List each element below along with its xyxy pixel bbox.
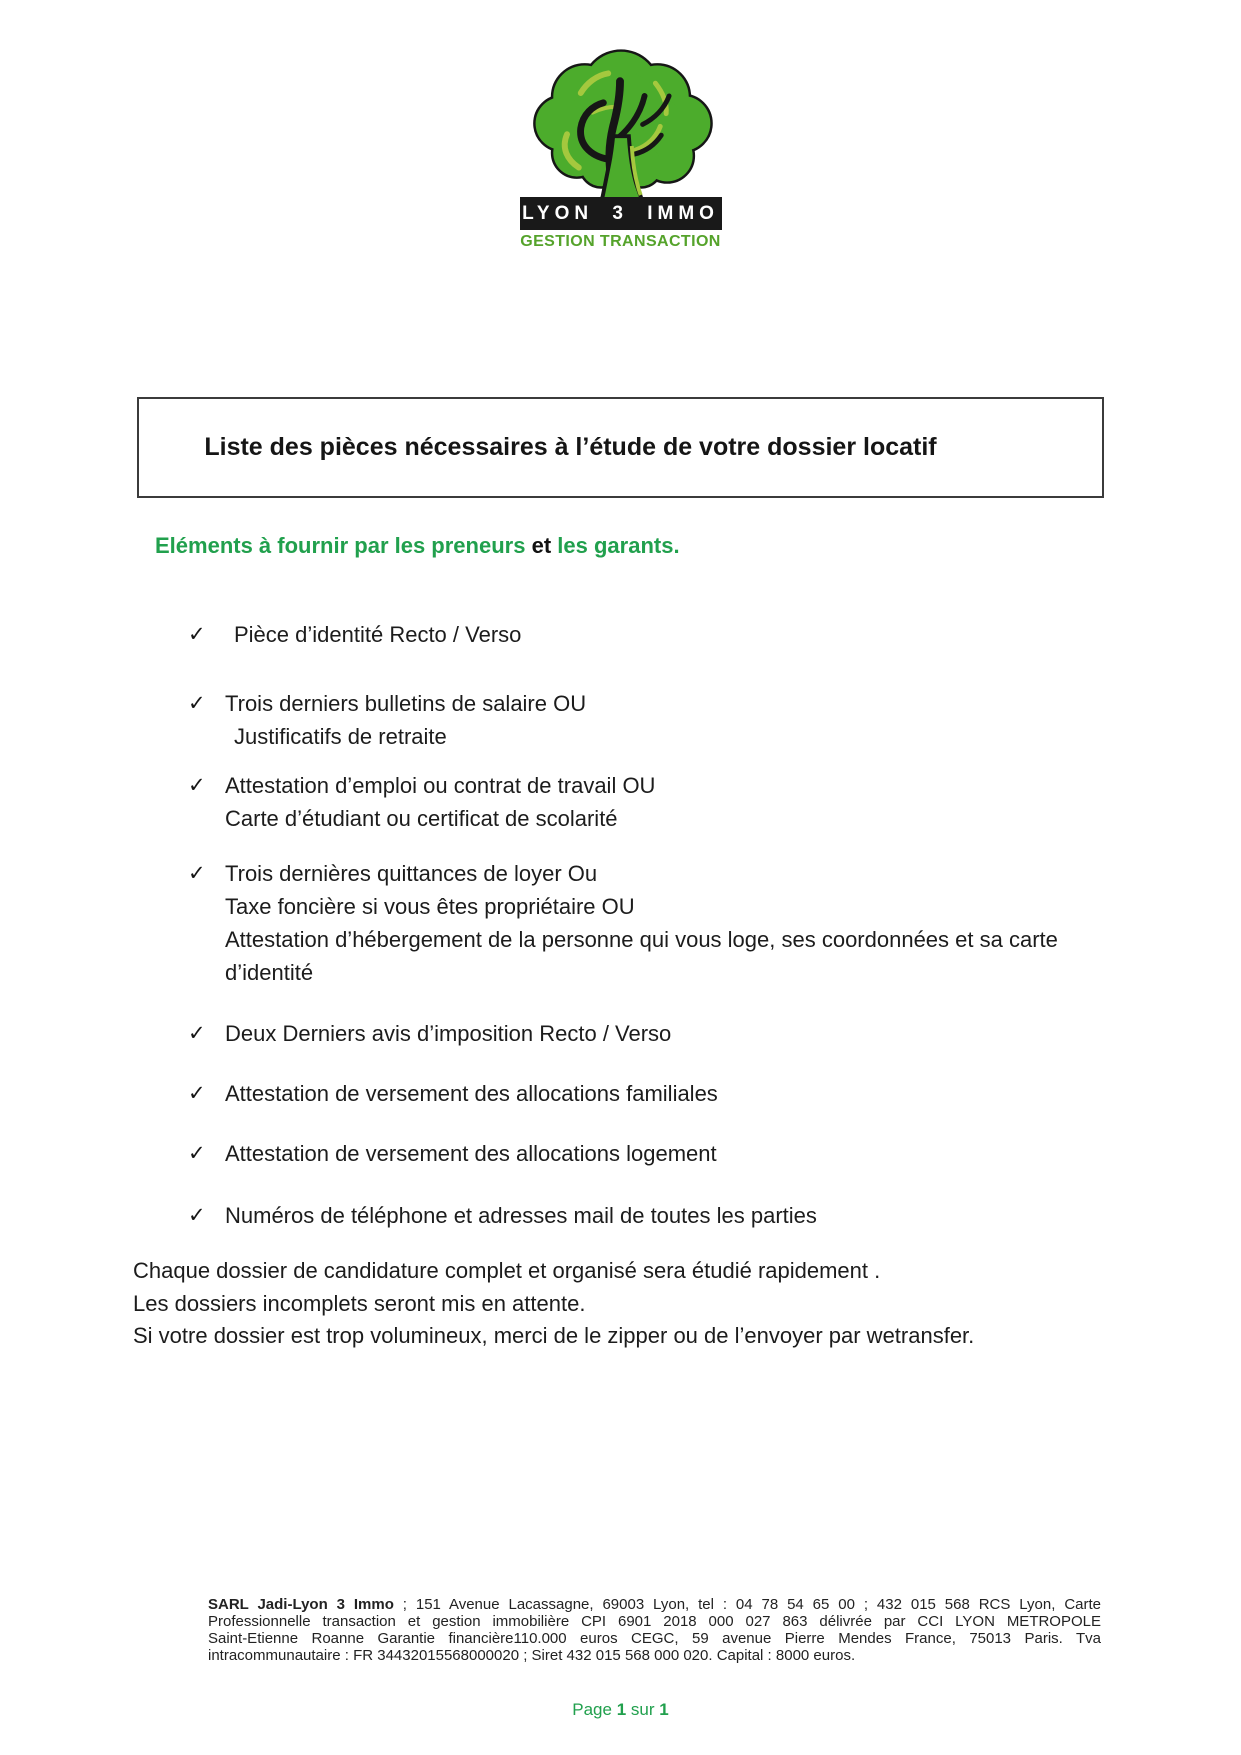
footer-line-1-rest: ; 151 Avenue Lacassagne, 69003 Lyon, tel : 04 78 54 65 00 ; 432 015 568 RCS Lyon, Carte <box>393 1596 1101 1613</box>
notes <box>133 1255 1173 1353</box>
page-total: 1 <box>659 1700 669 1719</box>
note-line: Si votre dossier est trop volumineux, merci de le zipper ou de l’envoyer par wetransfer. <box>133 1323 975 1348</box>
tree-icon <box>496 40 746 200</box>
checkmark-icon: ✓ <box>188 1082 206 1105</box>
document-title: Liste des pièces nécessaires à l’étude de votre dossier locatif <box>204 433 937 461</box>
note-line: Chaque dossier de candidature complet et organisé sera étudié rapidement . <box>133 1258 881 1283</box>
title-box <box>137 397 1104 498</box>
footer-company-name: SARL Jadi-Lyon 3 Immo <box>208 1596 394 1613</box>
checklist-item <box>188 618 1148 651</box>
page-label: Page <box>572 1700 612 1719</box>
item-text: Taxe foncière si vous êtes propriétaire OU <box>225 894 635 919</box>
legal-footer <box>208 1596 1101 1664</box>
checklist-item <box>188 857 1148 989</box>
item-text: Justificatifs de retraite <box>234 724 447 749</box>
checkmark-icon: ✓ <box>188 623 206 646</box>
checkmark-icon: ✓ <box>188 692 206 715</box>
page-separator: sur <box>630 1700 655 1719</box>
checklist <box>188 618 1148 1232</box>
checkmark-icon: ✓ <box>188 1142 206 1165</box>
footer-line <box>208 1596 1101 1613</box>
footer-line: intracommunautaire : FR 34432015568000020 ; Siret 432 015 568 000 020. Capital : 8000 euros. <box>208 1647 856 1664</box>
note-line: Les dossiers incomplets seront mis en attente. <box>133 1290 586 1316</box>
item-text: Numéros de téléphone et adresses mail de toutes les parties <box>225 1203 817 1228</box>
logo-subtitle: GESTION TRANSACTION <box>520 233 721 250</box>
logo <box>0 40 1241 251</box>
checklist-item <box>188 1017 1148 1050</box>
checklist-item <box>188 1137 1148 1170</box>
heading-black-part: et <box>531 533 552 558</box>
footer-line: Saint-Etienne Roanne Garantie financière110.000 euros CEGC, 59 avenue Pierre Mendes France, 75013 Paris. Tva <box>208 1630 1101 1647</box>
heading-green-part-2: les garants. <box>557 533 680 558</box>
checklist-item <box>188 769 1148 835</box>
item-text: Attestation de versement des allocations familiales <box>225 1081 718 1106</box>
checklist-item <box>188 1199 1148 1232</box>
checkmark-icon: ✓ <box>188 1204 206 1227</box>
item-text: Attestation d’emploi ou contrat de travail OU <box>225 773 656 798</box>
logo-banner-title: LYON 3 IMMO <box>520 197 722 230</box>
footer-line: Professionnelle transaction et gestion immobilière CPI 6901 2018 000 027 863 délivrée par CCI LYON METROPOLE <box>208 1613 1101 1630</box>
item-text: Trois dernières quittances de loyer Ou <box>225 861 598 886</box>
checklist-item <box>188 687 1148 753</box>
checkmark-icon: ✓ <box>188 774 206 797</box>
page-number <box>0 1700 1241 1720</box>
item-text: Trois derniers bulletins de salaire OU <box>225 691 587 716</box>
checkmark-icon: ✓ <box>188 1022 206 1045</box>
section-heading <box>155 531 680 561</box>
item-text: Deux Derniers avis d’imposition Recto / Verso <box>225 1021 672 1046</box>
item-text: d’identité <box>225 960 314 985</box>
item-text: Attestation de versement des allocations logement <box>225 1141 717 1166</box>
page-current: 1 <box>616 1700 627 1719</box>
item-text: Carte d’étudiant ou certificat de scolarité <box>225 806 618 831</box>
checklist-item <box>188 1077 1148 1110</box>
item-text: Pièce d’identité Recto / Verso <box>234 622 522 647</box>
item-text: Attestation d’hébergement de la personne qui vous loge, ses coordonnées et sa carte <box>225 927 1058 952</box>
checkmark-icon: ✓ <box>188 862 206 885</box>
heading-green-part-1: Eléments à fournir par les preneurs <box>155 533 526 558</box>
